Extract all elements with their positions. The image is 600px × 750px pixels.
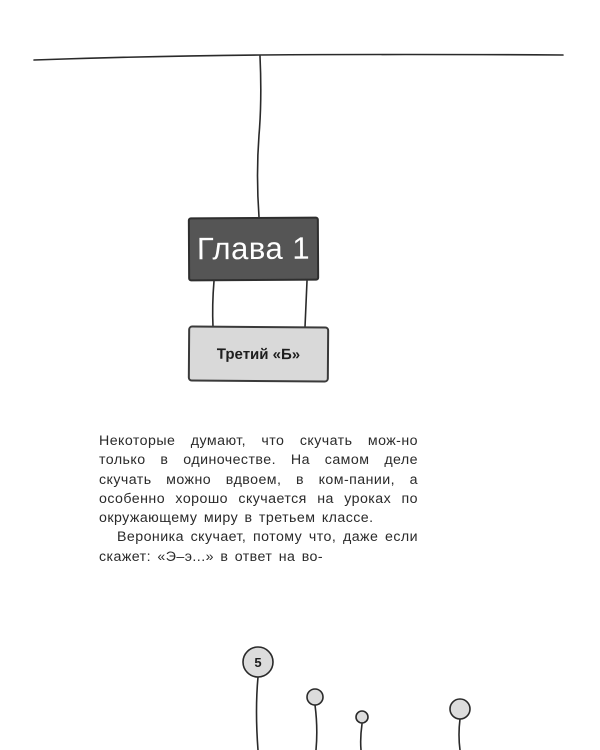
left-connector-string [213, 281, 214, 327]
page-number: 5 [254, 654, 262, 670]
chapter-subtitle: Третий «Б» [216, 345, 301, 363]
paragraph-1: Некоторые думают, что скучать мож-но только в одиночестве. На самом деле скучать можно вдвоем, в ком-пании, а особенно хорошо скучается на уроках по окружающему миру в третьем классе. [99, 433, 418, 527]
body-text [99, 432, 418, 567]
balloon-circle-3 [450, 699, 470, 719]
chapter-title-box [188, 217, 319, 282]
paragraph-2: Вероника скучает, потому что, даже если скажет: «Э–э...» в ответ на во- [99, 529, 418, 565]
chapter-subtitle-box [188, 326, 329, 383]
balloon-stem-3 [459, 719, 460, 750]
page-number-stem [257, 677, 259, 750]
balloon-stem-2 [361, 724, 362, 750]
chapter-title: Глава 1 [196, 230, 311, 267]
top-horizontal-line [34, 55, 563, 61]
balloon-stem-1 [315, 705, 317, 750]
balloon-circle-2 [356, 711, 368, 723]
balloon-circle-1 [307, 689, 323, 705]
hanging-string [258, 56, 261, 217]
right-connector-string [305, 281, 307, 327]
